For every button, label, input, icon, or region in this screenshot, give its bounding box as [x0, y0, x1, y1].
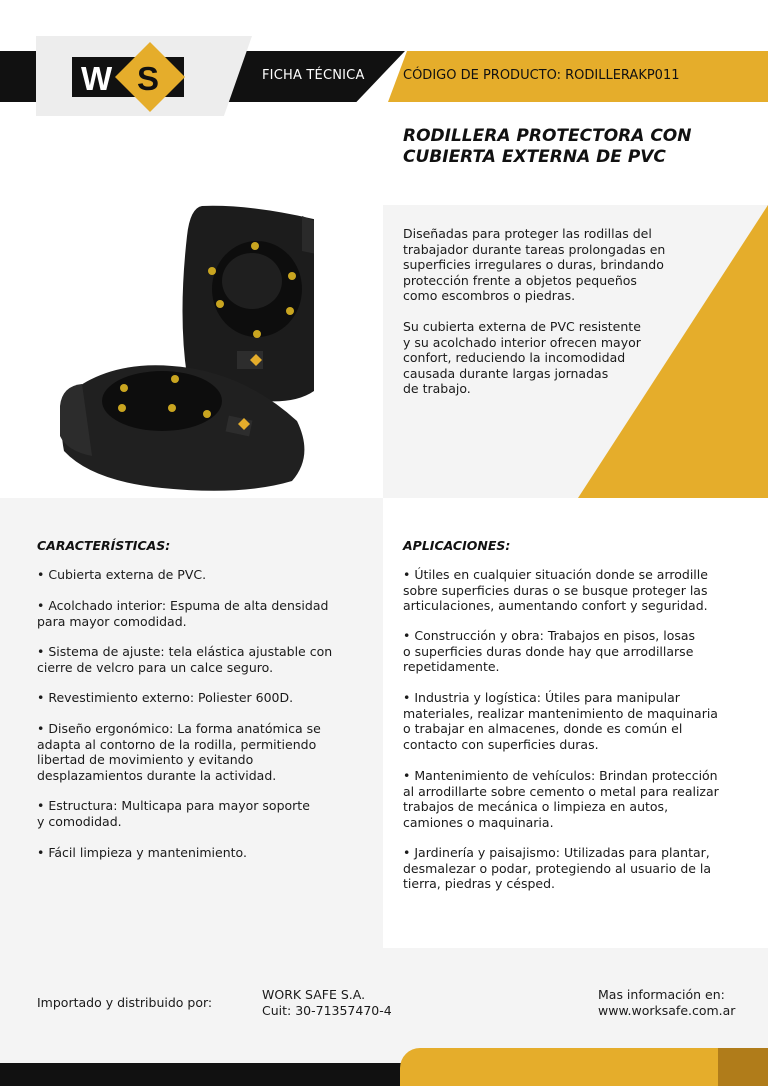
aplicacion-item: • Jardinería y paisajismo: Utilizadas para plantar, desmalezar o podar, protegiendo al usuario de la tierra, piedras y césped.: [403, 845, 712, 891]
product-title: RODILLERA PROTECTORA CON CUBIERTA EXTERNA DE PVC: [403, 126, 692, 167]
intro-paragraph-1: Diseñadas para proteger las rodillas del trabajador durante tareas prolongadas en superficies irregulares o duras, brindando protección frente a objetos pequeños como escombros o piedras.: [403, 226, 666, 303]
info-label: Mas información en:: [598, 987, 725, 1002]
ws-logo: [72, 42, 196, 112]
caracteristica-item: • Sistema de ajuste: tela elástica ajustable con cierre de velcro para un calce seguro.: [37, 644, 333, 675]
aplicacion-item: • Mantenimiento de vehículos: Brindan protección al arrodillarte sobre cemento o metal para realizar trabajos de mecánica o limpieza en autos, camiones o maquinaria.: [403, 768, 719, 830]
caracteristica-item: • Acolchado interior: Espuma de alta densidad para mayor comodidad.: [37, 598, 329, 629]
ficha-tecnica-label: FICHA TÉCNICA: [262, 68, 365, 83]
importado-label: Importado y distribuido por:: [37, 995, 213, 1010]
caracteristica-item: • Diseño ergonómico: La forma anatómica se adapta al contorno de la rodilla, permitiendo libertad de movimiento y evitando desplazamientos durante la actividad.: [37, 721, 321, 783]
svg-text:W: W: [81, 60, 113, 97]
caracteristicas-heading: CARACTERÍSTICAS:: [37, 538, 171, 553]
intro-paragraph-2: Su cubierta externa de PVC resistente y su acolchado interior ofrecen mayor confort, reduciendo la incomodidad causada durante largas jornadas de trabajo.: [403, 319, 641, 396]
company-cuit: Cuit: 30-71357470-4: [262, 1003, 392, 1018]
caracteristica-item: • Cubierta externa de PVC.: [37, 567, 207, 582]
aplicacion-item: • Construcción y obra: Trabajos en pisos, losas o superficies duras donde hay que arrodillarse repetidamente.: [403, 628, 696, 674]
website-link[interactable]: www.worksafe.com.ar: [598, 1003, 736, 1018]
caracteristica-item: • Revestimiento externo: Poliester 600D.: [37, 690, 294, 705]
footer-black-bar: [0, 1063, 420, 1086]
footer-gold-bar: [400, 1048, 718, 1086]
aplicacion-item: • Útiles en cualquier situación donde se arrodille sobre superficies duras o se busque proteger las articulaciones, aumentando confort y seguridad.: [403, 567, 708, 613]
aplicacion-item: • Industria y logística: Útiles para manipular materiales, realizar mantenimiento de maquinaria o trabajar en almacenes, donde es común el contacto con superficies duras.: [403, 690, 718, 752]
svg-text:S: S: [137, 60, 160, 97]
product-code: CÓDIGO DE PRODUCTO: RODILLERAKP011: [403, 68, 680, 83]
aplicaciones-heading: APLICACIONES:: [403, 538, 511, 553]
knee-pad-product-image: [52, 196, 314, 496]
caracteristica-item: • Fácil limpieza y mantenimiento.: [37, 845, 247, 860]
caracteristica-item: • Estructura: Multicapa para mayor soporte y comodidad.: [37, 798, 310, 829]
footer-dark-gold-bar: [718, 1048, 768, 1086]
company-name: WORK SAFE S.A.: [262, 987, 366, 1002]
